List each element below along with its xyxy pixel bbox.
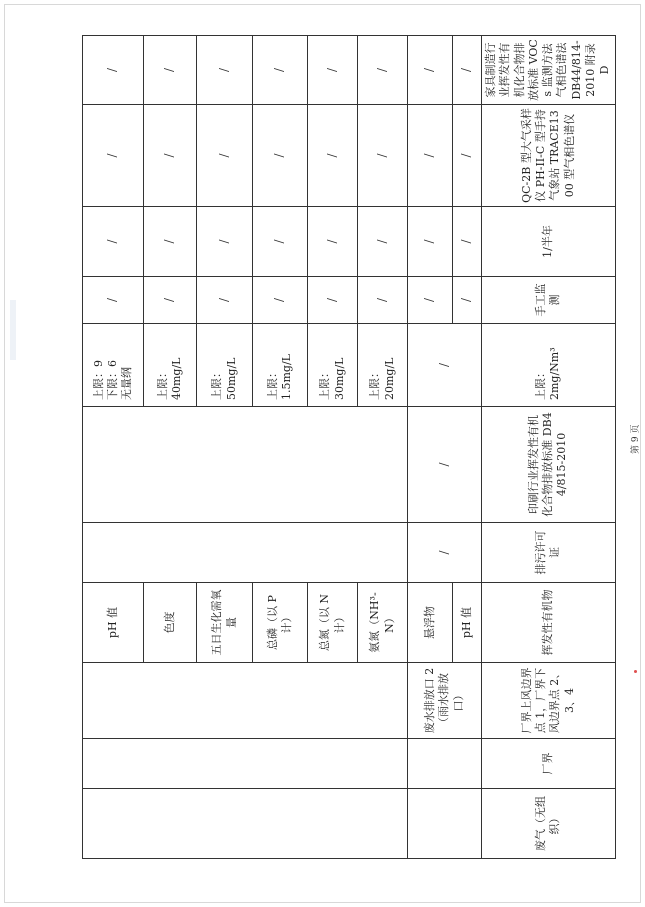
method-cell: / [308, 277, 358, 324]
frequency-cell: 1/半年 [482, 207, 616, 277]
monitoring-table [82, 35, 616, 859]
instrument-cell: QC-2B 型大气采样仪 PH-II-C 型手持气象站 TRACE1300 型气相色谱仪 [482, 105, 616, 207]
instrument-cell: / [144, 105, 197, 207]
standard-cell: 印刷行业挥发性有机化合物排放标准 DB44/815-2010 [482, 407, 616, 523]
instrument-cell: / [358, 105, 408, 207]
frequency-cell: / [358, 207, 408, 277]
method-cell: / [144, 277, 197, 324]
instrument-cell: / [453, 105, 482, 207]
item-cell: 悬浮物 [408, 583, 453, 663]
analysis-cell: / [408, 36, 453, 105]
analysis-cell: / [453, 36, 482, 105]
basis-cell [83, 523, 408, 583]
item-cell: 色度 [144, 583, 197, 663]
table-row [482, 36, 616, 859]
frequency-cell: / [83, 207, 144, 277]
item-cell: 氨氮（NH³-N） [358, 583, 408, 663]
limit-cell: 上限：9 下限：6 无量纲 [83, 324, 144, 407]
point-cell: 废水排放口 2（雨水排放口） [408, 663, 482, 739]
method-cell: / [253, 277, 308, 324]
point-cell: 厂界上风边界点 1，厂界下风边界点 2、3、4 [482, 663, 616, 739]
item-cell: pH 值 [83, 583, 144, 663]
point-cell [83, 663, 408, 739]
analysis-cell: / [197, 36, 253, 105]
frequency-cell: / [408, 207, 453, 277]
table-row [83, 36, 144, 859]
limit-cell: 上限： 20mg/L [358, 324, 408, 407]
location-cell: 厂界 [482, 739, 616, 789]
method-cell: / [358, 277, 408, 324]
instrument-cell: / [83, 105, 144, 207]
frequency-cell: / [308, 207, 358, 277]
method-cell: 手工监测 [482, 277, 616, 324]
method-cell: / [453, 277, 482, 324]
item-cell: pH 值 [453, 583, 482, 663]
limit-cell: / [408, 324, 482, 407]
instrument-cell: / [408, 105, 453, 207]
standard-cell [83, 407, 408, 523]
frequency-cell: / [144, 207, 197, 277]
scan-dot [634, 670, 637, 673]
instrument-cell: / [197, 105, 253, 207]
standard-cell: / [408, 407, 482, 523]
category-cell [83, 789, 408, 859]
frequency-cell: / [253, 207, 308, 277]
instrument-cell: / [253, 105, 308, 207]
frequency-cell: / [453, 207, 482, 277]
table-row [408, 36, 453, 859]
page-number: 第 9 页 [631, 424, 641, 454]
category-cell: 废气（无组织） [482, 789, 616, 859]
location-cell [408, 739, 482, 789]
method-cell: / [83, 277, 144, 324]
analysis-cell: / [253, 36, 308, 105]
analysis-cell: / [358, 36, 408, 105]
method-cell: / [408, 277, 453, 324]
analysis-cell: / [83, 36, 144, 105]
limit-cell: 上限： 2mg/Nm³ [482, 324, 616, 407]
scan-artifact [10, 300, 16, 360]
item-cell: 总磷（以 P 计） [253, 583, 308, 663]
limit-cell: 上限： 50mg/L [197, 324, 253, 407]
method-cell: / [197, 277, 253, 324]
analysis-cell: 家具制造行业挥发性有机化合物排放标准 VOCs 监测方法 气相色谱法 DB44/814-2010 附录 D [482, 36, 616, 105]
basis-cell: / [408, 523, 482, 583]
rotated-table-container [82, 36, 612, 859]
location-cell [83, 739, 408, 789]
limit-cell: 上限： 40mg/L [144, 324, 197, 407]
limit-cell: 上限： 30mg/L [308, 324, 358, 407]
item-cell: 总氮（以 N 计） [308, 583, 358, 663]
analysis-cell: / [144, 36, 197, 105]
item-cell: 挥发性有机物 [482, 583, 616, 663]
analysis-cell: / [308, 36, 358, 105]
item-cell: 五日生化需氧量 [197, 583, 253, 663]
basis-cell: 排污许可证 [482, 523, 616, 583]
frequency-cell: / [197, 207, 253, 277]
category-cell [408, 789, 482, 859]
instrument-cell: / [308, 105, 358, 207]
limit-cell: 上限： 1.5mg/L [253, 324, 308, 407]
